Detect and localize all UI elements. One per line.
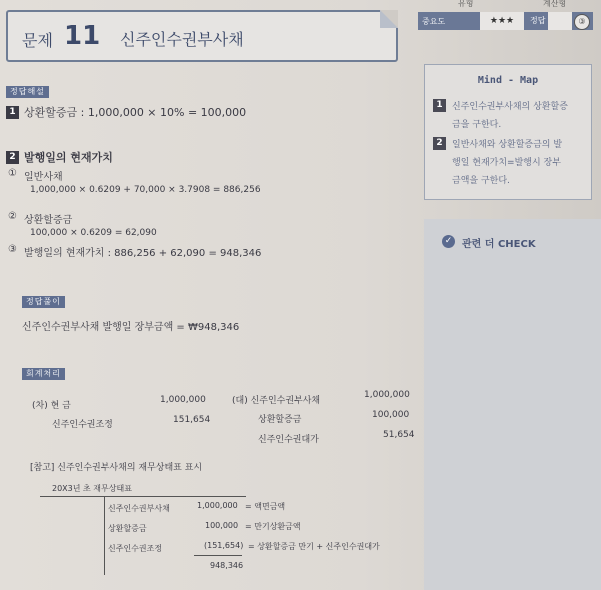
meta-importance-row [418,12,593,30]
mind-map-box [424,64,592,200]
sheet-title: 20X3년 초 재무상태표 [52,484,132,493]
summary-badge: 정답풀이 [22,296,65,308]
importance-stars: ★★★ [480,12,524,30]
credit2-amount: 100,000 [372,410,410,420]
sub2-mark: ② [8,211,17,222]
sheet-vertical-rule [104,497,105,575]
mind-map-title: Mind - Map [477,75,539,86]
check-label: 관련 더 CHECK [462,239,536,250]
debit2-amount: 151,654 [173,415,211,425]
sub1-label: 일반사채 [24,172,63,183]
type-label: 유형 [458,0,474,8]
mind-item2-line3: 금액을 구한다. [452,176,510,186]
mind-item1-number: 1 [433,99,446,112]
credit2-account: 상환할증금 [258,415,302,425]
problem-label: 문제 [22,31,53,50]
problem-header [6,10,398,62]
check-icon: ✓ [442,235,455,248]
debit1-amount: 1,000,000 [160,395,206,405]
solution-badge: 정답해설 [6,86,49,98]
sheet-row3-account: 신주인수권조정 [108,544,163,553]
type-value: 계산형 [543,0,567,8]
debit2-account: 신주인수권조정 [52,420,113,430]
answer-value: ③ [574,14,590,30]
summary-text: 신주인수권부사채 발행일 장부금액 = ₩948,346 [22,322,240,333]
related-check-box [424,219,601,590]
sheet-row1-account: 신주인수권부사채 [108,504,170,513]
credit-label: (대) 신주인수권부사채 [232,396,321,406]
importance-label: 중요도 [422,17,446,26]
problem-title: 신주인수권부사채 [120,30,244,49]
problem-number: 11 [64,21,101,51]
answer-blank [548,12,572,30]
reference-title: [참고] 신주인수권부사채의 재무상태표 표시 [30,463,203,473]
sheet-row3-amount: (151,654) [204,541,244,550]
sub3-mark: ③ [8,244,17,255]
mind-item1-line2: 금을 구한다. [452,120,502,130]
sheet-row2-amount: 100,000 [205,521,239,530]
sheet-top-rule [40,496,246,497]
sub3-text: 발행일의 현재가치 : 886,256 + 62,090 = 948,346 [24,248,262,259]
debit-label: (차) 현 금 [32,401,71,411]
header-fold [380,10,398,28]
journal-badge: 회계처리 [22,368,65,380]
mind-item2-number: 2 [433,137,446,150]
solution-item2-number: 2 [6,151,19,164]
mind-item2-line2: 행일 현재가치=발행시 장부 [452,158,561,168]
sheet-row1-amount: 1,000,000 [197,501,238,510]
solution-item1-text: 상환할증금 : 1,000,000 × 10% = 100,000 [24,106,247,119]
sheet-row2-note: = 만기상환금액 [245,522,301,531]
solution-item2-text: 발행일의 현재가치 [24,151,113,164]
sub2-calc: 100,000 × 0.6209 = 62,090 [30,228,157,238]
sheet-row2-account: 상환할증금 [108,524,147,533]
credit3-account: 신주인수권대가 [258,435,319,445]
meta-top-row [418,0,593,10]
sheet-row1-note: = 액면금액 [245,502,286,511]
sheet-row3-note: = 상환할증금 만기 + 신주인수권대가 [248,542,380,551]
sheet-total-amount: 948,346 [210,561,244,570]
credit1-amount: 1,000,000 [364,390,410,400]
sheet-total-rule [194,555,242,556]
credit3-amount: 51,654 [383,430,415,440]
mind-item2-line1: 일반사채와 상환할증금의 발 [452,140,563,150]
mind-item1-line1: 신주인수권부사채의 상환할증 [452,102,568,112]
answer-label: 정답 [530,16,546,25]
sub1-mark: ① [8,168,17,179]
solution-item1-number: 1 [6,106,19,119]
sub2-label: 상환할증금 [24,215,73,226]
sub1-calc: 1,000,000 × 0.6209 + 70,000 × 3.7908 = 886,256 [30,185,261,195]
